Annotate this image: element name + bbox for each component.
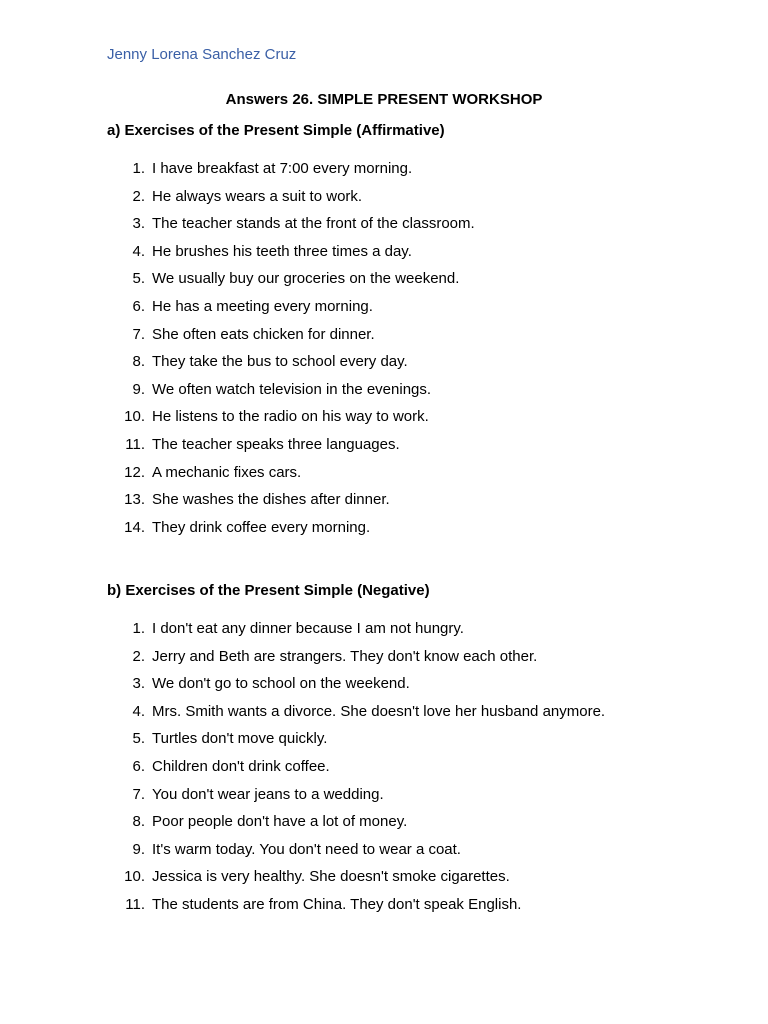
list-item — [0, 867, 768, 895]
item-number: 1. — [132, 620, 145, 637]
item-text: They take the bus to school every day. — [152, 353, 408, 371]
list-item — [0, 840, 768, 868]
list-item — [0, 674, 768, 702]
list-item — [0, 647, 768, 675]
item-text: Children don't drink coffee. — [152, 757, 330, 775]
list-item — [0, 702, 768, 730]
item-text: I have breakfast at 7:00 every morning. — [152, 160, 413, 177]
list-item — [0, 352, 768, 380]
document-title: Answers 26. SIMPLE PRESENT WORKSHOP — [225, 91, 543, 108]
list-item — [0, 325, 768, 353]
item-number: 11. — [125, 435, 145, 453]
item-text: The students are from China. They don't speak English. — [152, 895, 522, 913]
item-text: You don't wear jeans to a wedding. — [152, 785, 384, 803]
list-item — [0, 619, 768, 647]
list-item — [0, 895, 768, 923]
list-item — [0, 490, 768, 518]
item-number: 3. — [132, 675, 145, 693]
item-text: Poor people don't have a lot of money. — [152, 813, 408, 831]
item-text: Mrs. Smith wants a divorce. She doesn't love her husband anymore. — [152, 702, 606, 720]
list-item — [0, 757, 768, 785]
item-text: A mechanic fixes cars. — [152, 463, 302, 481]
item-text: He always wears a suit to work. — [152, 187, 363, 205]
item-text: It's warm today. You don't need to wear a coat. — [152, 840, 461, 858]
item-number: 13. — [124, 491, 145, 509]
item-number: 11. — [125, 895, 145, 913]
list-item — [0, 435, 768, 463]
item-text: He brushes his teeth three times a day. — [152, 242, 412, 260]
item-number: 12. — [124, 463, 145, 481]
item-number: 8. — [132, 353, 145, 371]
item-number: 9. — [132, 840, 145, 858]
item-number: 5. — [132, 270, 145, 288]
negative-answers-list — [0, 619, 768, 923]
item-text: He listens to the radio on his way to work. — [152, 408, 429, 426]
item-text: We often watch television in the evenings. — [152, 380, 432, 398]
item-text: She washes the dishes after dinner. — [152, 491, 390, 509]
list-item — [0, 159, 768, 187]
item-number: 5. — [132, 730, 145, 748]
item-text: They drink coffee every morning. — [152, 518, 371, 536]
item-text: The teacher stands at the front of the classroom. — [152, 215, 475, 233]
list-item — [0, 518, 768, 546]
item-number: 7. — [132, 325, 145, 343]
list-item — [0, 214, 768, 242]
item-number: 6. — [132, 297, 145, 315]
item-text: Turtles don't move quickly. — [152, 730, 328, 748]
list-item — [0, 297, 768, 325]
item-text: Jessica is very healthy. She doesn't smoke cigarettes. — [152, 868, 510, 886]
item-number: 7. — [132, 785, 145, 803]
list-item — [0, 407, 768, 435]
item-number: 1. — [132, 160, 145, 177]
list-item — [0, 187, 768, 215]
item-text: He has a meeting every morning. — [152, 297, 373, 315]
item-text: I don't eat any dinner because I am not hungry. — [152, 620, 464, 637]
item-number: 8. — [132, 813, 145, 831]
item-text: She often eats chicken for dinner. — [152, 325, 375, 343]
affirmative-answers-list — [0, 159, 768, 545]
list-item — [0, 269, 768, 297]
item-text: We usually buy our groceries on the weekend. — [152, 270, 460, 288]
section-b-heading: b) Exercises of the Present Simple (Negative) — [107, 582, 430, 599]
list-item — [0, 729, 768, 757]
item-number: 10. — [124, 868, 145, 886]
item-number: 14. — [124, 518, 145, 536]
list-item — [0, 785, 768, 813]
item-text: Jerry and Beth are strangers. They don't know each other. — [152, 647, 538, 665]
list-item — [0, 380, 768, 408]
section-a-heading: a) Exercises of the Present Simple (Affirmative) — [107, 122, 445, 139]
item-number: 2. — [132, 187, 145, 205]
item-number: 4. — [132, 702, 145, 720]
item-text: The teacher speaks three languages. — [152, 435, 400, 453]
item-number: 3. — [132, 215, 145, 233]
list-item — [0, 242, 768, 270]
item-number: 9. — [132, 380, 145, 398]
list-item — [0, 463, 768, 491]
item-number: 2. — [132, 647, 145, 665]
author-name: Jenny Lorena Sanchez Cruz — [107, 46, 297, 63]
item-number: 10. — [124, 408, 145, 426]
list-item — [0, 812, 768, 840]
item-text: We don't go to school on the weekend. — [152, 675, 410, 693]
item-number: 6. — [132, 757, 145, 775]
item-number: 4. — [132, 242, 145, 260]
